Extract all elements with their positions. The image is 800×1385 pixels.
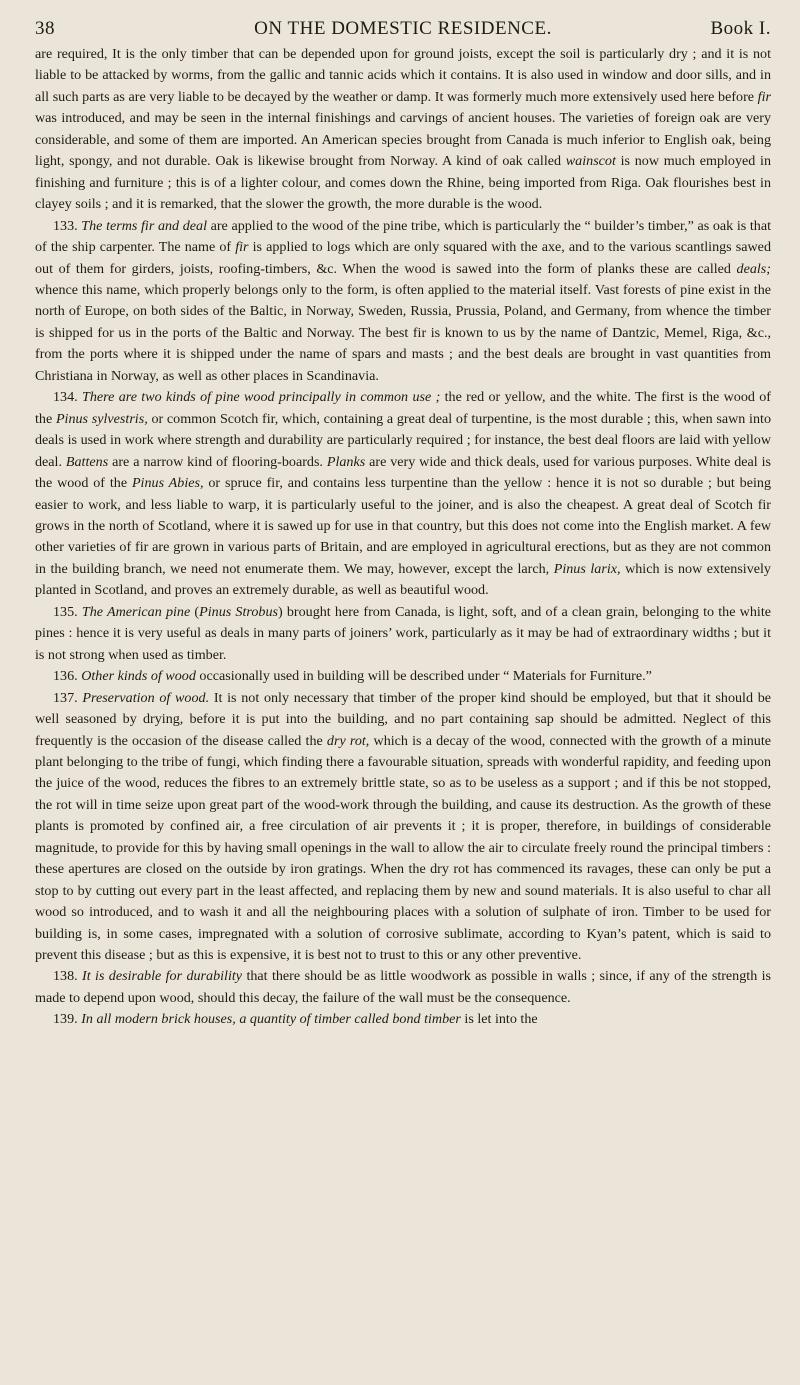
paragraph-136 bbox=[35, 666, 771, 687]
paragraph-135 bbox=[35, 602, 771, 666]
text-run: is applied to logs which are only squared with the axe, and to the various scantlings sawed out of them for girders, joists, roofing-timbers, &c. When the wood is sawed into the form of planks these are called bbox=[35, 239, 771, 277]
italic-text-run: Battens bbox=[65, 453, 109, 470]
paragraph-continuation bbox=[35, 44, 771, 216]
text-run: 134. bbox=[53, 389, 83, 406]
text-run: ( bbox=[190, 603, 200, 620]
paragraph-134 bbox=[35, 387, 771, 602]
text-run: or common Scotch fir, which, containing a great deal of turpentine, is the most durable ; this, when sawn into deals is used in work where strength and durability are particularly required ; for instance, the best deal floors are laid with yellow deal. bbox=[35, 410, 771, 470]
text-run: occasionally used in building will be described under “ Materials for Furniture.” bbox=[195, 668, 652, 685]
text-run: are applied to the wood of the pine tribe, which is particularly the “ builder’s timber,” as oak is that of the ship carpenter. The name of bbox=[35, 217, 771, 256]
text-run: 139. bbox=[53, 1011, 82, 1028]
italic-text-run: fir bbox=[235, 239, 249, 256]
text-run: 137. bbox=[53, 689, 83, 706]
text-run: are a narrow kind of flooring-boards. bbox=[108, 453, 327, 470]
text-run: are very wide and thick deals, used for various purposes. White deal is the wood of the bbox=[35, 453, 772, 492]
italic-text-run: It is desirable for durability bbox=[82, 968, 243, 985]
italic-text-run: deals; bbox=[736, 260, 771, 277]
italic-text-run: dry rot, bbox=[326, 732, 370, 749]
italic-text-run: Pinus Abies, bbox=[131, 475, 204, 492]
text-run: 138. bbox=[53, 968, 83, 985]
body-text bbox=[35, 44, 771, 1031]
paragraph-137 bbox=[35, 688, 771, 967]
italic-text-run: fir bbox=[757, 88, 771, 105]
italic-text-run: Pinus sylvestris, bbox=[55, 410, 148, 427]
italic-text-run: Planks bbox=[326, 453, 366, 470]
text-run: is now much employed in finishing and furniture ; this is of a lighter colour, and comes down the Rhine, being imported from Riga. Oak flourishes best in clayey soils ; and it is remarked, that the slower the growth, the more durable is the wood. bbox=[35, 153, 772, 213]
text-run: which is now extensively planted in Scotland, and proves an extremely durable, as well as beautiful wood. bbox=[35, 560, 771, 599]
paragraph-133 bbox=[35, 216, 771, 388]
italic-text-run: There are two kinds of pine wood principally in common use ; bbox=[82, 389, 441, 406]
text-run: ) brought here from Canada, is light, soft, and of a clean grain, belonging to the white pines : hence it is very useful as deals in many parts of joiners’ work, particularly as it may be had of extraordinary widths ; but it is not strong when used as timber. bbox=[35, 603, 771, 663]
text-run: 135. bbox=[53, 603, 82, 620]
text-run: are required, It is the only timber that can be depended upon for ground joists, except the soil is particularly dry ; and it is not liable to be attacked by worms, from the gallic and tannic acids which it contains. It is also used in window and door sills, and in all such parts as are very liable to be decayed by the weather or damp. It was formerly much more extensively used here before bbox=[35, 46, 771, 105]
paragraph-139 bbox=[35, 1009, 771, 1030]
text-run: which is a decay of the wood, connected with the growth of a minute plant belonging to the tribe of fungi, which finding there a favourable situation, spreads with wonderful rapidity, and feeding upon the juice of the wood, reduces the fibres to an extremely brittle state, so as to be useless as a support ; and if this be not stopped, the rot will in time seize upon great part of the wood-work through the building, and cause its destruction. As the growth of these plants is promoted by confined air, a free circulation of air prevents it ; it is proper, therefore, in buildings of considerable magnitude, to provide for this by having small openings in the wall to allow the air to circulate freely round the principal timbers : these apertures are closed on the outside by iron gratings. When the dry rot has commenced its ravages, these can only be put a stop to by cutting out every part in the least affected, and replacing them by new and sound materials. It is also useful to char all wood so introduced, and to wash it and all the neighbouring places with a solution of sulphate of iron. Timber to be used for building is, in some cases, impregnated with a solution of corrosive sublimate, according to Kyan’s patent, which is said to prevent this disease ; but as this is expensive, it is best not to trust to this or any other preventive. bbox=[35, 732, 771, 964]
text-run: 133. bbox=[53, 217, 82, 234]
running-header bbox=[35, 0, 771, 44]
book-label: Book I. bbox=[710, 18, 771, 39]
text-run: that there should be as little woodwork as possible in walls ; since, if any of the strength is made to depend upon wood, should this decay, the failure of the wall must be the consequence. bbox=[35, 968, 772, 1006]
running-title: ON THE DOMESTIC RESIDENCE. bbox=[254, 18, 552, 39]
italic-text-run: The terms fir and deal bbox=[81, 217, 207, 234]
text-run: was introduced, and may be seen in the internal finishings and carvings of ancient houses. The varieties of foreign oak are very considerable, and some of them are imported. An American species brought from Canada is much inferior to English oak, being light, spongy, and not durable. Oak is likewise brought from Norway. A kind of oak called bbox=[35, 110, 771, 170]
italic-text-run: Pinus Strobus bbox=[199, 603, 278, 620]
text-run: 136. bbox=[53, 668, 82, 685]
paragraph-138 bbox=[35, 966, 771, 1009]
page-number: 38 bbox=[35, 18, 55, 39]
text-run: whence this name, which properly belongs only to the form, is often applied to the material itself. Vast forests of pine exist in the north of Europe, on both sides of the Baltic, in Norway, Sweden, Russia, Prussia, Poland, and Germany, from whence the timber is shipped for us in the ports of the Baltic and Norway. The best fir is known to us by the name of Dantzic, Memel, Riga, &c., from the ports where it is shipped under the name of spars and masts ; and the best deals are brought in vast quantities from Christiana in Norway, as well as other places in Scandinavia. bbox=[35, 281, 771, 384]
italic-text-run: The American pine bbox=[81, 603, 191, 620]
italic-text-run: Other kinds of wood bbox=[81, 668, 196, 685]
italic-text-run: Pinus larix, bbox=[553, 560, 621, 577]
text-run: the red or yellow, and the white. The first is the wood of the bbox=[35, 389, 772, 427]
text-run: is let into the bbox=[460, 1011, 538, 1028]
text-run: It is not only necessary that timber of the proper kind should be employed, but that it should be well seasoned by drying, before it is put into the building, and no part containing sap should be admitted. Neglect of this frequently is the occasion of the disease called the bbox=[35, 689, 772, 749]
italic-text-run: In all modern brick houses, a quantity of timber called bond timber bbox=[81, 1011, 461, 1028]
text-run: or spruce fir, and contains less turpentine than the yellow : hence it is not so durable ; but being easier to work, and less liable to warp, it is particularly useful to the joiner, and is also the cheapest. A great deal of Scotch fir grows in the north of Scotland, where it is sawed up for use in that country, but this does not come into the English market. A few other varieties of fir are grown in various parts of Britain, and are employed in agricultural erections, but as they are not common in the building branch, we need not enumerate them. We may, however, except the larch, bbox=[35, 475, 771, 577]
italic-text-run: wainscot bbox=[565, 153, 616, 170]
italic-text-run: Preservation of wood. bbox=[82, 689, 210, 706]
